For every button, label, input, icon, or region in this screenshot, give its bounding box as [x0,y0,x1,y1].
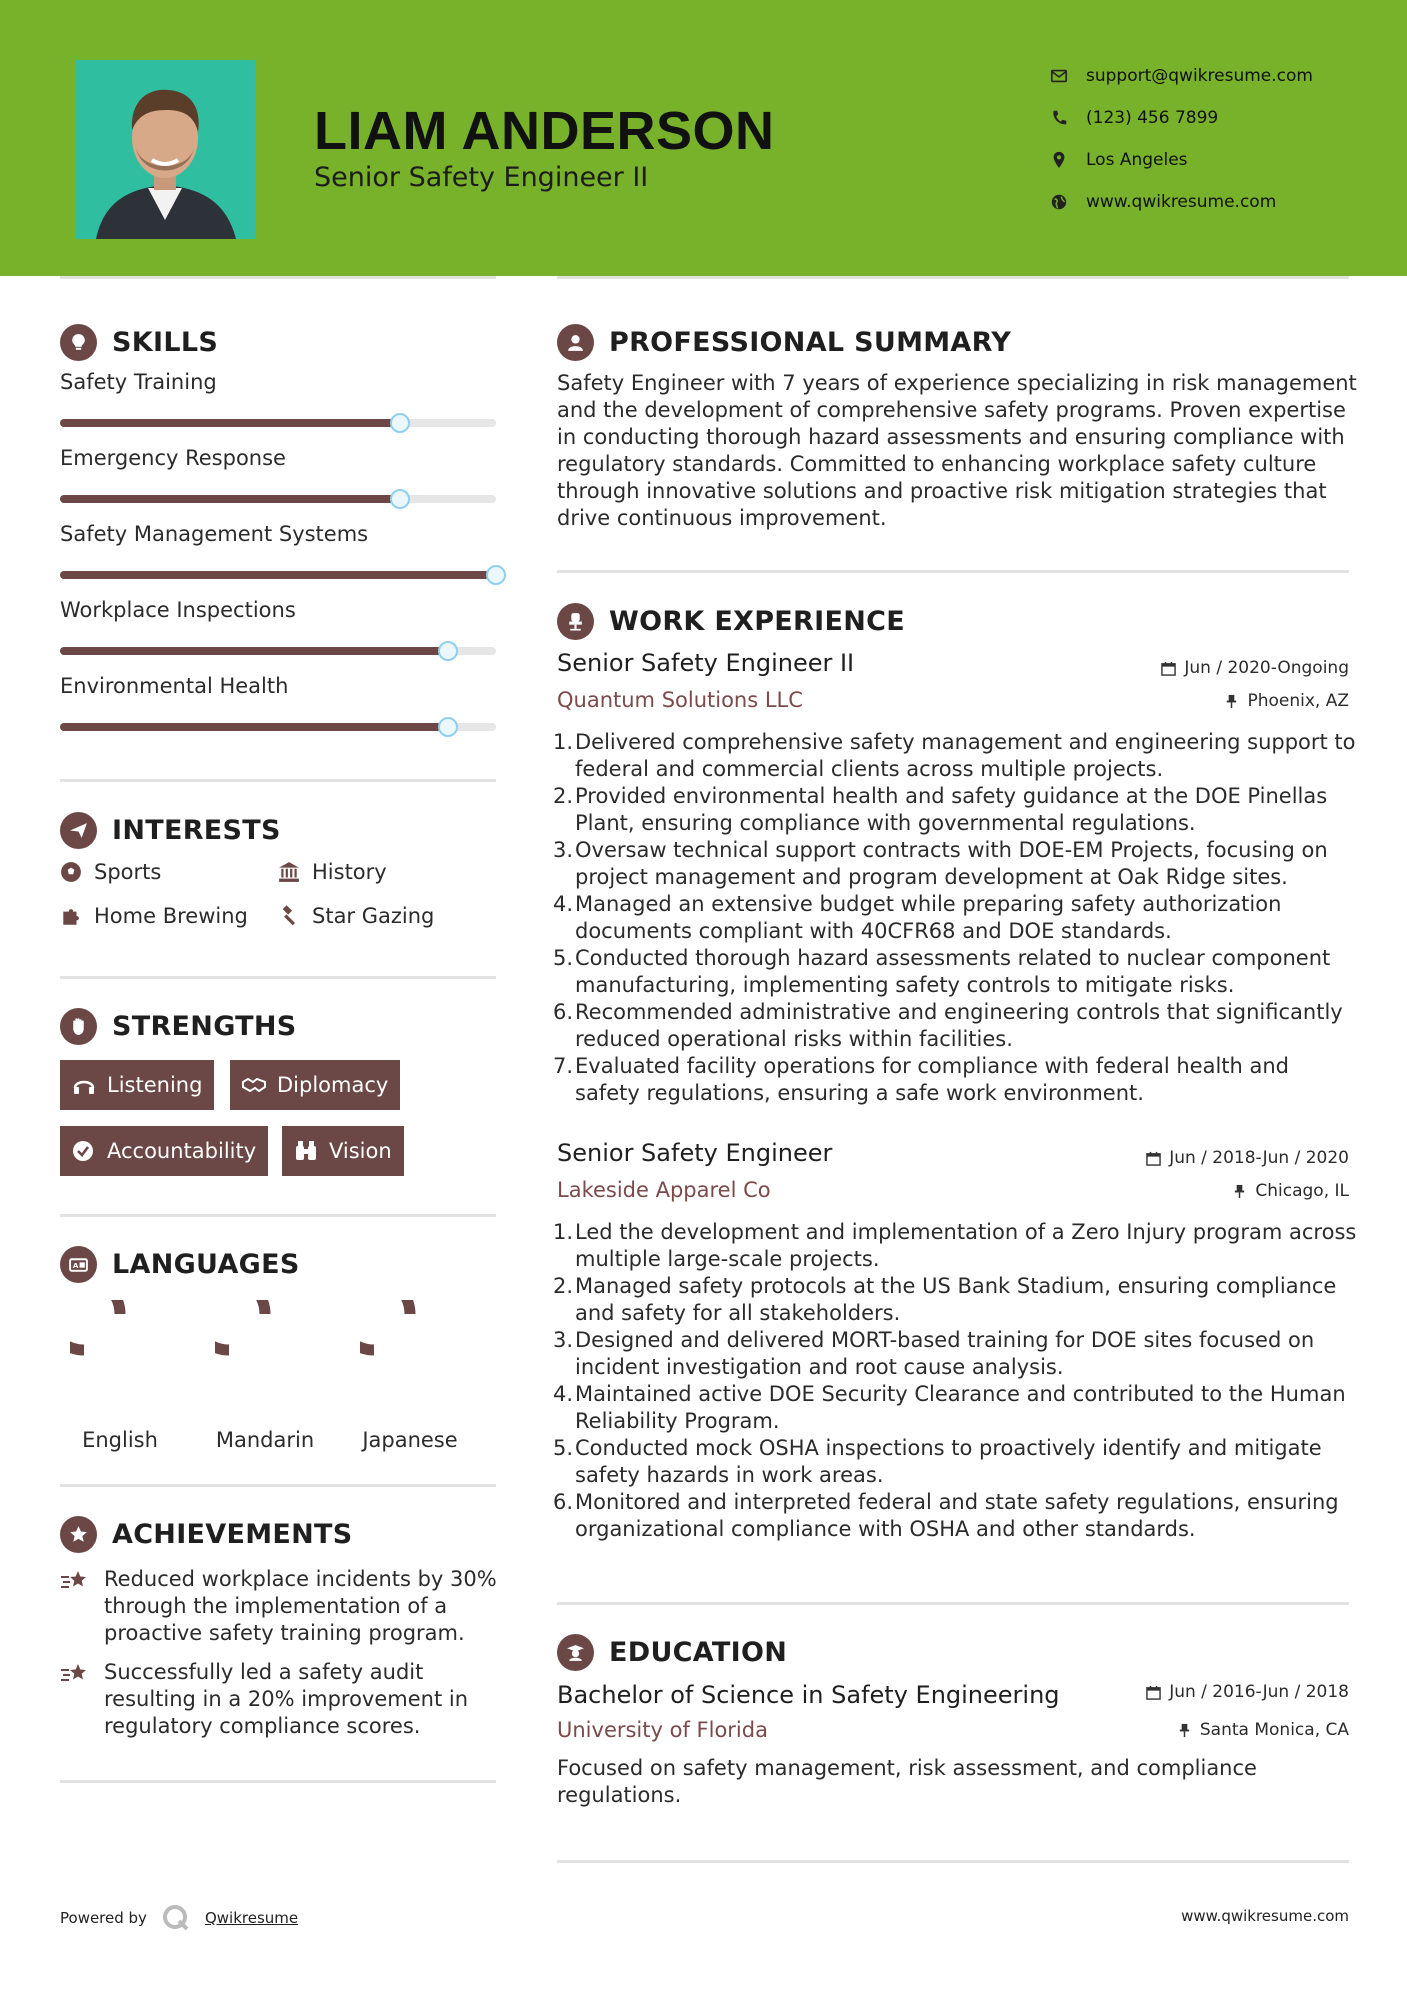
contact-email-text: support@qwikresume.com [1086,66,1313,86]
skill-item [60,674,496,698]
handshake-icon [242,1074,266,1096]
job-bullet: 5. Conducted mock OSHA inspections to proactively identify and mitigate safety hazards in work areas. [553,1436,1322,1487]
divider [60,1780,496,1783]
language-item [60,1300,180,1452]
skill-knob [486,565,506,585]
strength-tag: Listening [60,1060,214,1110]
qwikresume-logo-icon [161,1903,191,1933]
paper-plane-icon [60,812,97,849]
skill-item [60,522,496,546]
job-bullet: 4. Managed an extensive budget while preparing safety authorization documents compliant with 40CFR68 and DOE standards. [553,892,1282,943]
star-badge-icon [60,1516,97,1553]
language-name: Mandarin [215,1428,315,1452]
binoculars-icon [294,1140,318,1162]
skill-knob [390,413,410,433]
education-description: Focused on safety management, risk assessment, and compliance regulations. [557,1756,1257,1807]
user-icon [557,324,594,361]
experience-heading: WORK EXPERIENCE [557,603,905,640]
interest-item: History [278,860,387,884]
job-location: Chicago, IL [1232,1181,1349,1201]
education-school: University of Florida [557,1718,768,1742]
calendar-icon [1146,1685,1161,1700]
language-ring [70,1300,170,1400]
divider [557,570,1349,573]
skill-knob [438,717,458,737]
skill-bar [60,419,496,427]
language-item [350,1300,470,1452]
language-name: Japanese [362,1428,458,1452]
skill-bar [60,571,496,579]
contact-website-text: www.qwikresume.com [1086,192,1277,212]
svg-text:A: A [72,1261,79,1271]
skill-knob [438,641,458,661]
office-chair-icon [557,603,594,640]
strength-tag: Vision [282,1126,404,1176]
job-bullet: 4. Maintained active DOE Security Clearance and contributed to the Human Reliability Program. [553,1382,1346,1433]
profile-photo [76,60,255,239]
job-bullet: 1. Led the development and implementation of a Zero Injury program across multiple large-scale projects. [553,1220,1357,1271]
contact-phone-text: (123) 456 7899 [1086,108,1219,128]
strengths-heading: STRENGTHS [60,1008,297,1045]
puzzle-icon [60,905,82,927]
header-banner [0,0,1407,276]
skill-item [60,598,496,622]
skill-name: Emergency Response [60,446,286,470]
job-bullet: 2. Managed safety protocols at the US Bank Stadium, ensuring compliance and safety for all stakeholders. [553,1274,1337,1325]
qwikresume-link[interactable]: Qwikresume [204,1909,299,1927]
achievement-text: Successfully led a safety audit resulting in a 20% improvement in regulatory compliance scores. [104,1660,469,1738]
shooting-star-icon [60,1661,90,1687]
education-location: Santa Monica, CA [1177,1720,1349,1740]
contact-website[interactable] [1050,181,1313,223]
language-item [205,1300,325,1452]
strength-tag: Diplomacy [230,1060,400,1110]
envelope-icon [1050,67,1086,85]
language-ring-arc [215,1300,265,1350]
job-bullets [553,1219,1357,1543]
pin-icon [1224,694,1239,709]
strength-tag: Accountability [60,1126,268,1176]
skill-name: Environmental Health [60,674,289,698]
job-bullet: 1. Delivered comprehensive safety management and engineering support to federal and commercial clients across multiple projects. [553,730,1356,781]
job-bullet: 7. Evaluated facility operations for compliance with federal health and safety regulations, ensuring a safe work environment. [553,1054,1290,1105]
contact-location [1050,139,1313,181]
hand-icon [60,1008,97,1045]
lightbulb-icon [60,324,97,361]
language-name: English [82,1428,158,1452]
candidate-name: LIAM ANDERSON [314,101,775,161]
globe-icon [1050,193,1086,211]
language-ring [360,1300,460,1400]
job-dates: Jun / 2018-Jun / 2020 [1146,1148,1349,1168]
divider [557,1860,1349,1863]
job-bullets [553,729,1357,1107]
job-bullet: 3. Oversaw technical support contracts with DOE-EM Projects, focusing on project management and program development at Oak Ridge sites. [553,838,1328,889]
languages-heading: A LANGUAGES [60,1246,300,1283]
interests-heading: INTERESTS [60,812,281,849]
interest-item: Home Brewing [60,904,248,928]
phone-icon [1050,109,1086,127]
divider [557,1602,1349,1605]
achievement-item [60,1659,500,1740]
skill-bar [60,723,496,731]
job-role: Senior Safety Engineer II [557,649,855,677]
footer-powered-by: Powered by Qwikresume [60,1903,298,1933]
job-bullet: 6. Monitored and interpreted federal and state safety regulations, ensuring organizational compliance with OSHA and other standards. [553,1490,1339,1541]
education-dates: Jun / 2016-Jun / 2018 [1146,1682,1349,1702]
divider [60,1484,496,1487]
divider [557,276,1349,279]
gavel-icon [278,905,300,927]
skill-knob [390,489,410,509]
achievement-item [60,1566,500,1647]
headphones-icon [72,1074,96,1096]
job-company: Quantum Solutions LLC [557,688,803,712]
summary-heading: PROFESSIONAL SUMMARY [557,324,1011,361]
contact-list [1050,55,1313,223]
interest-item: Sports [60,860,161,884]
calendar-icon [1146,1151,1161,1166]
language-icon [60,1246,97,1283]
skills-heading: SKILLS [60,324,218,361]
divider [60,779,496,782]
graduate-icon [557,1634,594,1671]
shooting-star-icon [60,1568,90,1594]
achievements-heading: ACHIEVEMENTS [60,1516,353,1553]
skill-name: Safety Training [60,370,217,394]
calendar-icon [1161,661,1176,676]
museum-icon [278,861,300,883]
candidate-title: Senior Safety Engineer II [314,162,649,193]
job-bullet: 6. Recommended administrative and engineering controls that significantly reduced operational risks within facilities. [553,1000,1343,1051]
pin-icon [1177,1723,1192,1738]
interest-item: Star Gazing [278,904,434,928]
skill-bar [60,647,496,655]
education-heading: EDUCATION [557,1634,787,1671]
skill-bar [60,495,496,503]
language-ring-arc [360,1300,410,1350]
contact-email[interactable] [1050,55,1313,97]
education-degree: Bachelor of Science in Safety Engineering [557,1681,1060,1709]
job-bullet: 5. Conducted thorough hazard assessments related to nuclear component manufacturing, implementing safety controls to mitigate risks. [553,946,1331,997]
contact-phone[interactable] [1050,97,1313,139]
summary-text: Safety Engineer with 7 years of experience specializing in risk management and the development of comprehensive safety programs. Proven expertise in conducting thorough hazard assessments and ensuring compliance with regulatory standards. Committed to enhancing workplace safety culture through innovative solutions and proactive risk mitigation strategies that drive continuous improvement. [557,371,1357,530]
contact-location-text: Los Angeles [1086,150,1188,170]
divider [60,976,496,979]
job-location: Phoenix, AZ [1224,691,1349,711]
skill-item [60,370,496,394]
skill-name: Safety Management Systems [60,522,369,546]
job-bullet: 3. Designed and delivered MORT-based training for DOE sites focused on incident investigation and root cause analysis. [553,1328,1315,1379]
location-icon [1050,151,1086,169]
job-role: Senior Safety Engineer [557,1139,833,1167]
person-illustration [76,60,255,239]
job-dates: Jun / 2020-Ongoing [1161,658,1349,678]
language-ring [215,1300,315,1400]
job-company: Lakeside Apparel Co [557,1178,771,1202]
achievement-text: Reduced workplace incidents by 30% through the implementation of a proactive safety training program. [104,1567,497,1645]
footer-website[interactable]: www.qwikresume.com [1181,1907,1349,1925]
soccer-ball-icon [60,861,82,883]
skill-item [60,446,496,470]
divider [60,276,496,279]
skill-name: Workplace Inspections [60,598,296,622]
divider [60,1214,496,1217]
language-ring-arc [70,1300,120,1350]
check-circle-icon [72,1140,96,1162]
pin-icon [1232,1184,1247,1199]
job-bullet: 2. Provided environmental health and safety guidance at the DOE Pinellas Plant, ensuring compliance with governmental regulations. [553,784,1328,835]
